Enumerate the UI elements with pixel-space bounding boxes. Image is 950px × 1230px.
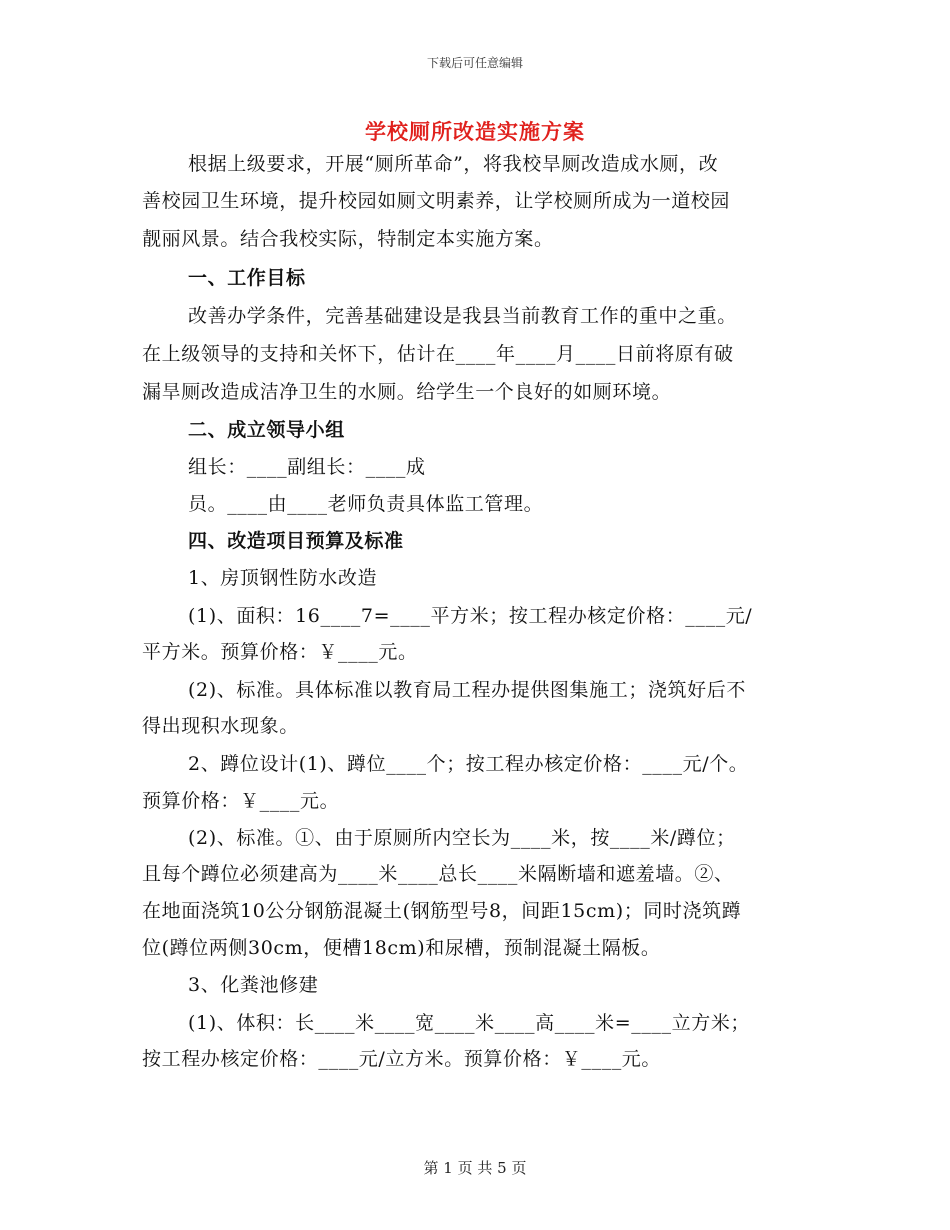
section-heading-budget: 四、改造项目预算及标准 (188, 530, 404, 552)
intro-line-2: 善校园卫生环境，提升校园如厕文明素养，让学校厕所成为一道校园 (142, 190, 731, 212)
document-title: 学校厕所改造实施方案 (365, 119, 585, 144)
roof-area-line-1: (1)、面积：16____7=____平方米；按工程办核定价格：____元/ (188, 605, 753, 627)
roof-standard-line-2: 得出现积水现象。 (142, 715, 299, 737)
page-number: 第 1 页 共 5 页 (423, 1159, 527, 1177)
intro-line-1: 根据上级要求，开展“厕所革命”，将我校旱厕改造成水厕，改 (188, 153, 719, 175)
roof-area-line-2: 平方米。预算价格：￥____元。 (142, 641, 418, 663)
item-septic-title: 3、化粪池修建 (188, 974, 319, 996)
header-note: 下载后可任意编辑 (426, 56, 523, 70)
stall-standard-line-3: 在地面浇筑10公分钢筋混凝土(钢筋型号8，间距15cm)；同时浇筑蹲 (142, 900, 742, 922)
septic-volume-line-1: (1)、体积：长____米____宽____米____高____米=____立方米； (188, 1012, 751, 1034)
goal-line-1: 改善办学条件，完善基础建设是我县当前教育工作的重中之重。 (188, 305, 737, 327)
stall-design-line-1: 2、蹲位设计(1)、蹲位____个；按工程办核定价格：____元/个。 (188, 753, 749, 775)
stall-standard-line-1: (2)、标准。①、由于原厕所内空长为____米，按____米/蹲位； (188, 827, 736, 849)
section-heading-goal: 一、工作目标 (188, 267, 306, 289)
stall-standard-line-4: 位(蹲位两侧30cm，便槽18cm)和尿槽，预制混凝土隔板。 (142, 937, 661, 959)
roof-standard-line-1: (2)、标准。具体标准以教育局工程办提供图集施工；浇筑好后不 (188, 679, 746, 701)
stall-standard-line-2: 且每个蹲位必须建高为____米____总长____米隔断墙和遮羞墙。②、 (142, 863, 734, 885)
member-line: 员。____由____老师负责具体监工管理。 (188, 493, 544, 515)
goal-line-2: 在上级领导的支持和关怀下，估计在____年____月____日前将原有破 (142, 343, 734, 365)
leader-line: 组长：____副组长：____成 (188, 456, 426, 478)
intro-line-3: 靓丽风景。结合我校实际，特制定本实施方案。 (142, 228, 554, 250)
section-heading-leadership: 二、成立领导小组 (188, 419, 345, 441)
goal-line-3: 漏旱厕改造成洁净卫生的水厕。给学生一个良好的如厕环境。 (142, 381, 672, 403)
septic-volume-line-2: 按工程办核定价格：____元/立方米。预算价格：￥____元。 (142, 1048, 662, 1070)
item-roof-title: 1、房顶钢性防水改造 (188, 567, 378, 589)
stall-design-line-2: 预算价格：￥____元。 (142, 790, 340, 812)
